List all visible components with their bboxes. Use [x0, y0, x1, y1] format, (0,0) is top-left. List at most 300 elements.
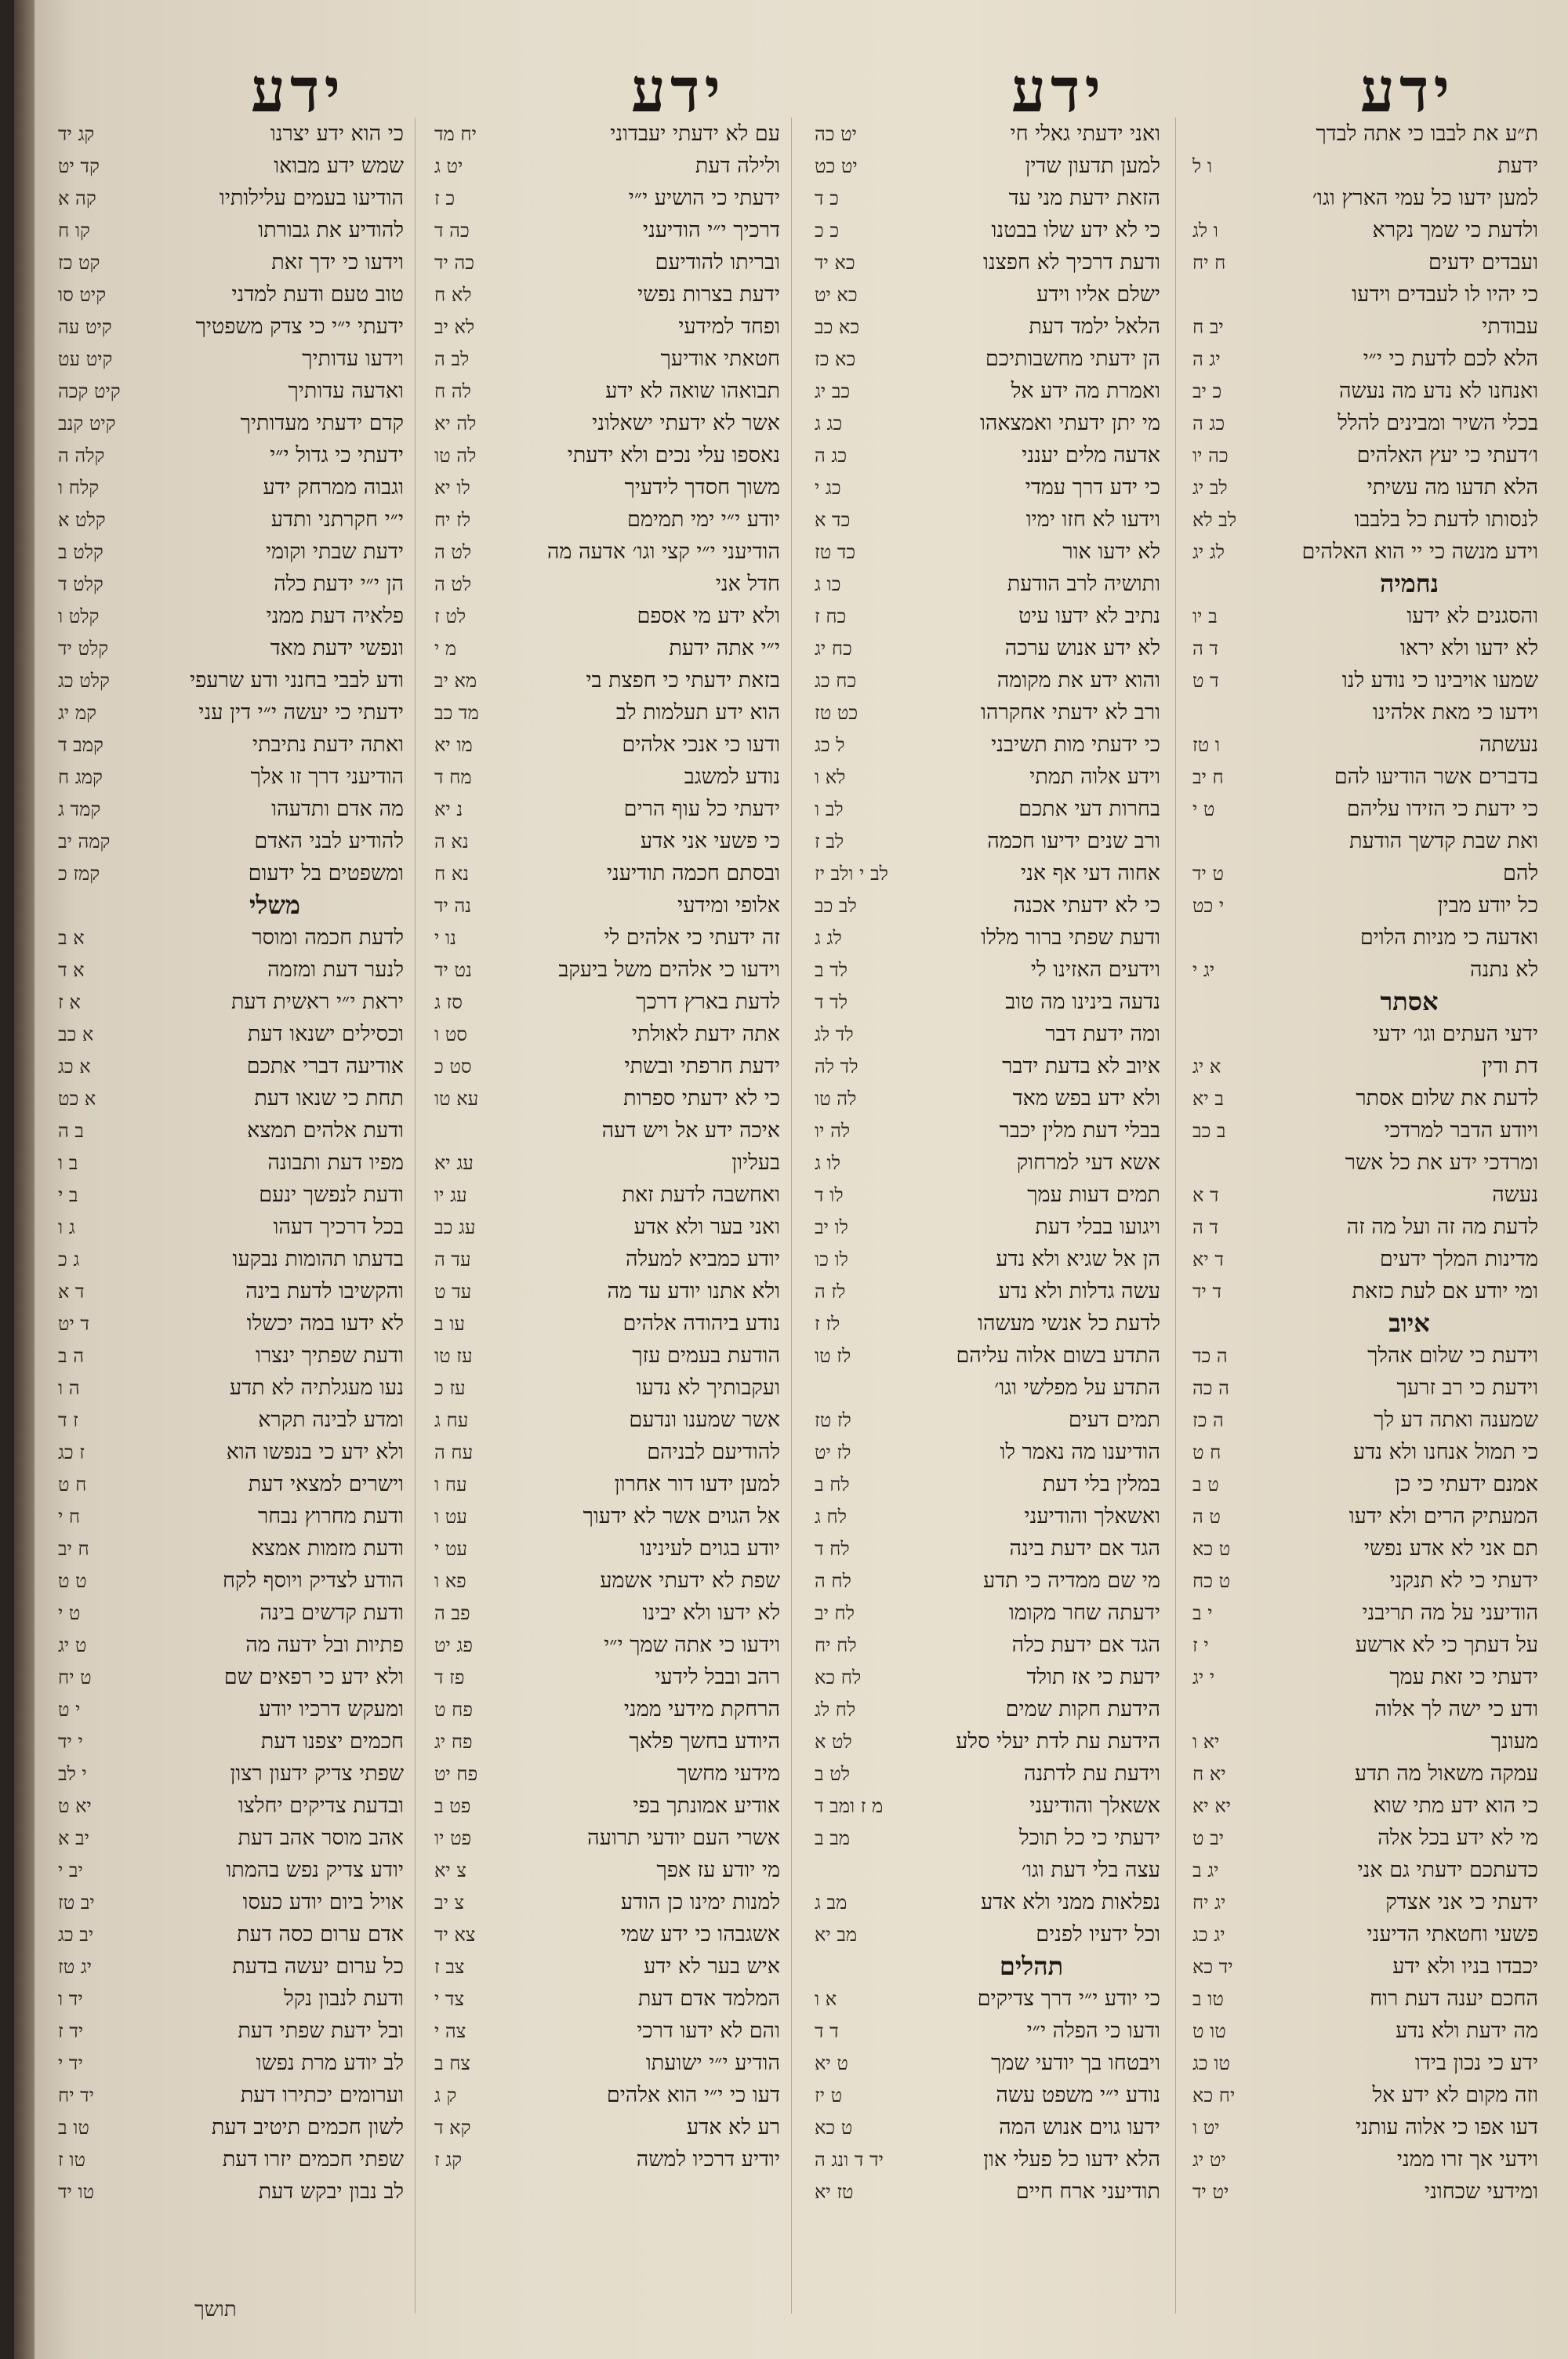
verse-reference: ט י [58, 1602, 81, 1624]
verse-reference: יט כה [815, 123, 857, 145]
concordance-entry [55, 214, 404, 246]
verse-reference: לט ב [815, 1763, 850, 1785]
concordance-entry [811, 825, 1160, 857]
concordance-entry [431, 954, 780, 986]
entry-text: הן ידעתי מחשבותיכם [985, 347, 1160, 371]
book-heading [1189, 568, 1538, 600]
concordance-entry [1189, 632, 1538, 664]
concordance-entry [431, 793, 780, 825]
concordance-entry [811, 1532, 1160, 1565]
verse-reference: קמז כ [58, 863, 100, 885]
concordance-entry [811, 118, 1160, 150]
concordance-entry [55, 150, 404, 182]
entry-text: ואדעה כי מניות הלוים [1359, 925, 1538, 950]
verse-reference: קמב ד [58, 734, 103, 756]
entry-text: הודיעני י״י קצי וגו׳ אדעה מה [546, 540, 780, 564]
concordance-entry [811, 1339, 1160, 1372]
entry-text: הלא לכם לדעת כי י״י [1363, 347, 1538, 371]
entry-text: פלאיה דעת ממני [266, 604, 404, 628]
entry-text: ישלם אליו וידע [1036, 282, 1160, 307]
verse-reference: נט יד [434, 959, 472, 981]
verse-reference: צא יד [434, 1924, 476, 1946]
verse-reference: לה יו [815, 1120, 851, 1142]
entry-text: ומה ידעת דבר [1045, 1022, 1160, 1046]
entry-text: ומרדכי ידע את כל אשר [1345, 1150, 1538, 1175]
concordance-entry [1189, 1629, 1538, 1661]
verse-reference: כג ה [1192, 413, 1225, 434]
book-heading [55, 889, 404, 921]
verse-reference: לב ז [815, 831, 844, 852]
verse-reference: ט יח [58, 1667, 92, 1688]
verse-reference: יג יח [1192, 1892, 1226, 1914]
entry-text: להודיעם לבניהם [647, 1440, 780, 1464]
concordance-entry [811, 664, 1160, 696]
verse-reference: נה יד [434, 895, 472, 917]
verse-reference: עט י [434, 1538, 467, 1560]
entry-text: הגד אם ידעת בינה [1009, 1536, 1160, 1561]
concordance-entry [431, 696, 780, 729]
entry-text: ידעת בצרות נפשי [637, 282, 780, 307]
verse-reference: קג יד [58, 123, 95, 145]
verse-reference: לח ה [815, 1570, 851, 1592]
verse-reference: לד לג [815, 1023, 854, 1045]
entry-text: וידע מנשה כי יי הוא האלהים [1301, 540, 1538, 564]
entry-text: אויל ביום יודע כעסו [242, 1890, 404, 1914]
concordance-entry [431, 1629, 780, 1661]
verse-reference: כו ג [815, 573, 841, 595]
verse-reference: ט ט [58, 1570, 87, 1592]
entry-text: הן י״י ידעת כלה [274, 572, 404, 596]
verse-reference: א ו [815, 1988, 837, 2010]
entry-text: ולדעת כי שמך נקרא [1372, 218, 1538, 242]
concordance-entry [1189, 1082, 1538, 1114]
concordance-entry [811, 2175, 1160, 2208]
concordance-entry [1189, 343, 1538, 375]
entry-text: והוא ידע את מקומה [996, 668, 1160, 692]
entry-text: וישרים למצאי דעת [248, 1472, 404, 1496]
verse-reference: צה י [434, 2020, 466, 2042]
entry-text: תמים דעים [1068, 1408, 1160, 1432]
verse-reference: נא ח [434, 863, 470, 885]
concordance-entry [1189, 1725, 1538, 1757]
verse-reference: לח ד [815, 1538, 850, 1560]
entry-text: ואדעה עדותיך [288, 379, 404, 403]
verse-reference: י יג [1192, 1667, 1215, 1688]
verse-reference: ד ה [1192, 1216, 1218, 1238]
concordance-entry [55, 1983, 404, 2015]
verse-reference: יב א [58, 1827, 89, 1849]
verse-reference: לא יב [434, 316, 475, 338]
verse-reference: לו ג [815, 1152, 840, 1174]
concordance-column [55, 118, 404, 2208]
verse-reference: לה יא [434, 413, 477, 434]
entry-text: כי תמול אנחנו ולא נדע [1352, 1440, 1538, 1464]
verse-reference: קלט ד [58, 573, 103, 595]
verse-reference: ו לג [1192, 220, 1218, 242]
entry-text: ידעת כי אז תולד [1026, 1665, 1160, 1689]
verse-reference: כא יד [815, 252, 855, 274]
concordance-entry [55, 2111, 404, 2143]
entry-text: לנער דעת ומזמה [267, 958, 404, 982]
verse-reference: צ יא [434, 1859, 466, 1881]
verse-reference: כב יג [815, 380, 851, 402]
entry-text: לדעת את שלום אסתר [1356, 1086, 1538, 1110]
concordance-entry [55, 1179, 404, 1211]
entry-text: אהב מוסר אהב דעת [238, 1826, 404, 1850]
concordance-entry [1189, 1790, 1538, 1822]
concordance-entry [55, 857, 404, 889]
concordance-entry [55, 2047, 404, 2079]
verse-reference: יג ב [1192, 1859, 1219, 1881]
concordance-entry [55, 343, 404, 375]
concordance-entry [1189, 761, 1538, 793]
concordance-entry [431, 1179, 780, 1211]
concordance-entry [431, 664, 780, 696]
concordance-entry [811, 600, 1160, 632]
entry-text: הגד אם ידעת כלה [1011, 1633, 1160, 1657]
entry-text: שפת לא ידעתי אשמע [600, 1568, 780, 1593]
concordance-entry [1189, 246, 1538, 278]
entry-text: כל ערום יעשה בדעת [232, 1954, 404, 1979]
entry-text: אודיע אמונתך בפי [633, 1794, 780, 1818]
entry-text: ומדע לבינה תקרא [258, 1408, 404, 1432]
entry-text: ומי יודע אם לעת כזאת [1352, 1279, 1538, 1303]
entry-text: הודיענו מה נאמר לו [1000, 1440, 1160, 1464]
entry-text: וזה מקום לא ידע אל [1372, 2083, 1538, 2107]
entry-text: ורב לא ידעתי אחקרהו [981, 700, 1160, 725]
concordance-entry [55, 1339, 404, 1372]
concordance-entry [811, 954, 1160, 986]
verse-reference: ח י [58, 1506, 81, 1528]
entry-text: ולא אתנו יודע עד מה [607, 1279, 780, 1303]
verse-reference: צח ב [434, 2052, 470, 2074]
concordance-entry [55, 536, 404, 568]
entry-text: לא ידעו ולא יראו [1399, 636, 1538, 660]
concordance-entry [431, 1950, 780, 1983]
entry-text: אשר לא ידעתי ישאלוני [592, 411, 780, 435]
concordance-entry [55, 1886, 404, 1918]
verse-reference: יט יג [1192, 2149, 1226, 2171]
entry-text: הידעת חקות שמים [1005, 1697, 1160, 1721]
concordance-entry [811, 439, 1160, 471]
concordance-entry [811, 1307, 1160, 1339]
verse-reference: יח כא [1192, 2085, 1236, 2106]
concordance-entry [55, 568, 404, 600]
entry-text: וידעו כי אתה שמך י״י [604, 1633, 780, 1657]
verse-reference: יב ח [1192, 316, 1224, 338]
concordance-entry [431, 729, 780, 761]
concordance-entry [431, 2111, 780, 2143]
concordance-entry [431, 1082, 780, 1114]
entry-text: עצה בלי דעת וגו׳ [1021, 1858, 1160, 1882]
entry-text: חדל אני [715, 572, 780, 596]
verse-reference: יט ו [1192, 2117, 1220, 2139]
entry-text: תחת כי שנאו דעת [254, 1086, 404, 1110]
entry-text: מדינות המלך ידעים [1379, 1247, 1538, 1271]
entry-text: הלאל ילמד דעת [1029, 314, 1160, 339]
concordance-entry [811, 1082, 1160, 1114]
concordance-entry [55, 311, 404, 343]
verse-reference: לו ד [815, 1184, 844, 1206]
verse-reference: כא יט [815, 284, 858, 306]
verse-reference: כה ד [434, 220, 470, 242]
entry-text: דעו אפו כי אלוה עותני [1356, 2115, 1538, 2139]
concordance-entry [431, 2143, 780, 2175]
concordance-entry [431, 246, 780, 278]
concordance-entry [811, 1114, 1160, 1147]
entry-text: יראת י״י ראשית דעת [230, 990, 404, 1014]
entry-text: עם לא ידעתי יעבדוני [610, 122, 780, 146]
concordance-entry [811, 1243, 1160, 1275]
concordance-column [1189, 118, 1538, 2208]
verse-reference: י ט [58, 1699, 81, 1721]
concordance-entry [1189, 857, 1538, 889]
entry-text: ידעתה שחר מקומו [1008, 1601, 1160, 1625]
entry-text: מי יתן ידעתי ואמצאהו [979, 411, 1160, 435]
entry-text: ואני בער ולא אדע [633, 1215, 780, 1239]
concordance-entry [811, 2079, 1160, 2111]
entry-text: לא ידעו אור [1062, 540, 1160, 564]
verse-reference: כט טז [815, 702, 858, 724]
entry-text: איכה ידע אל ויש דעה [601, 1118, 780, 1143]
verse-reference: עח ה [434, 1441, 474, 1463]
verse-reference: לה טו [815, 1088, 857, 1110]
concordance-entry [431, 1147, 780, 1179]
entry-text: וידעים האזינו לי [1030, 958, 1160, 982]
concordance-entry [1189, 1372, 1538, 1404]
concordance-entry [55, 1211, 404, 1243]
verse-reference: א ד [58, 959, 85, 981]
verse-reference: ג ו [58, 1216, 75, 1238]
concordance-entry [811, 1211, 1160, 1243]
verse-reference: כה יו [1192, 445, 1229, 467]
concordance-entry [1189, 1597, 1538, 1629]
verse-reference: לב לא [1192, 509, 1237, 531]
concordance-entry [431, 921, 780, 954]
verse-reference: לב י ולב יז [815, 863, 888, 885]
verse-reference: ו ל [1192, 155, 1212, 177]
verse-reference: לד לה [815, 1056, 858, 1078]
entry-text: ואנחנו לא נדע מה נעשה [1338, 379, 1538, 403]
concordance-entry [1189, 375, 1538, 407]
entry-text: וידעי אך זרו ממני [1396, 2147, 1538, 2172]
concordance-entry [55, 1082, 404, 1114]
concordance-entry [55, 1307, 404, 1339]
column-divider [791, 118, 792, 2314]
entry-text: יכבדו בניו ולא ידע [1392, 1954, 1538, 1979]
entry-text: בדעתו תהומות נבקעו [232, 1247, 404, 1271]
verse-reference: ט י [1192, 798, 1215, 820]
verse-reference: קלט יד [58, 638, 109, 660]
concordance-entry [1189, 439, 1538, 471]
concordance-entry [431, 2047, 780, 2079]
entry-text: ודעו כי אנכי אלהים [622, 732, 780, 757]
concordance-entry [431, 1790, 780, 1822]
verse-reference: ד א [1192, 1184, 1219, 1206]
entry-text: למען ידעו כל עמי הארץ וגו׳ [1312, 186, 1538, 210]
entry-text: אחוה דעי אף אני [1021, 861, 1160, 885]
entry-text: וכסילים ישנאו דעת [247, 1022, 404, 1046]
entry-text: תודיעני ארח חיים [1015, 2179, 1160, 2204]
concordance-entry [811, 986, 1160, 1018]
concordance-entry [55, 118, 404, 150]
verse-reference: א יג [1192, 1056, 1221, 1078]
verse-reference: לא ו [815, 766, 846, 788]
verse-reference: א ב [58, 927, 85, 949]
entry-text: אודיעה דברי אתכם [246, 1054, 404, 1078]
verse-reference: עג יא [434, 1152, 474, 1174]
entry-text: בחרות דעי אתכם [1018, 797, 1160, 821]
concordance-entry [1189, 2111, 1538, 2143]
concordance-entry [431, 1307, 780, 1339]
verse-reference: כה יד [434, 252, 474, 274]
verse-reference: עח ו [434, 1474, 467, 1496]
verse-reference: יד י [58, 2052, 83, 2074]
verse-reference: ב יו [1192, 605, 1218, 627]
verse-reference: עד ט [434, 1281, 472, 1303]
entry-text: נאספו עלי נכים ולא ידעתי [567, 443, 780, 467]
verse-reference: כג ה [815, 445, 848, 467]
verse-reference: קיט קכה [58, 380, 121, 402]
concordance-entry [1189, 1886, 1538, 1918]
concordance-entry [55, 2143, 404, 2175]
verse-reference: ה ב [58, 1345, 84, 1367]
concordance-entry [811, 1790, 1160, 1822]
entry-text: בדברים אשר הודיעו להם [1334, 765, 1538, 789]
concordance-entry [55, 1372, 404, 1404]
concordance-entry [55, 1854, 404, 1886]
entry-text: המעתיק הרים ולא ידעו [1348, 1504, 1538, 1528]
concordance-entry [55, 1661, 404, 1693]
concordance-entry [1189, 1661, 1538, 1693]
concordance-entry [811, 1147, 1160, 1179]
verse-reference: לז טז [815, 1409, 851, 1431]
concordance-entry [431, 632, 780, 664]
concordance-entry [1189, 1339, 1538, 1372]
entry-text: ידעי העתים וגו׳ ידעי [1373, 1022, 1538, 1046]
verse-reference: סז ג [434, 991, 463, 1013]
entry-text: ובל ידעת שפתי דעת [238, 2019, 404, 2043]
entry-text: אמנם ידעתי כי כן [1395, 1472, 1538, 1496]
concordance-entry [1189, 1950, 1538, 1983]
entry-text: ודעו כי הפלה י״י [1026, 2019, 1160, 2043]
verse-reference: טו יד [58, 2181, 95, 2203]
verse-reference: יב ט [1192, 1827, 1224, 1849]
concordance-entry [1189, 600, 1538, 632]
concordance-entry [55, 182, 404, 214]
entry-text: שמענה ואתה דע לך [1374, 1408, 1538, 1432]
entry-text: למען ידעו דור אחרון [614, 1472, 780, 1496]
book-heading [1189, 986, 1538, 1018]
verse-reference: קג ז [434, 2149, 463, 2171]
entry-text: לא ידעו במה יכשלו [246, 1311, 404, 1336]
verse-reference: צב ז [434, 1956, 465, 1978]
verse-reference: לו יא [434, 477, 470, 499]
verse-reference: ז כג [58, 1441, 85, 1463]
entry-text: ונפשי ידעת מאד [270, 636, 404, 660]
verse-reference: ט יג [58, 1634, 87, 1656]
running-header: ידע [250, 55, 345, 126]
running-header: ידע [630, 55, 725, 126]
verse-reference: ג כ [58, 1249, 80, 1270]
verse-reference: קמה יב [58, 831, 111, 852]
concordance-entry [811, 278, 1160, 311]
verse-reference: קלח ו [58, 477, 100, 499]
verse-reference: לח ב [815, 1474, 850, 1496]
entry-text: והקשיבו לדעת בינה [245, 1279, 404, 1303]
entry-text: נעו מעגלתיה לא תדע [229, 1376, 404, 1400]
verse-reference: קלט ב [58, 541, 103, 563]
concordance-entry [811, 1565, 1160, 1597]
concordance-entry [1189, 2143, 1538, 2175]
entry-text: ידע כי נכון בידו [1414, 2051, 1538, 2075]
concordance-entry [1189, 1050, 1538, 1082]
verse-reference: לח לג [815, 1699, 856, 1721]
verse-reference: קט כז [58, 252, 100, 274]
entry-text: כי יודע י״י דרך צדיקים [977, 1986, 1160, 2011]
concordance-entry [811, 921, 1160, 954]
entry-text: ידעו גוים אנוש המה [999, 2115, 1160, 2139]
entry-text: איוב לא בדעת ידבר [1002, 1054, 1160, 1078]
concordance-entry [55, 1918, 404, 1950]
entry-text: ופחד למידעי [678, 314, 780, 339]
verse-reference: מד כב [434, 702, 479, 724]
concordance-entry [811, 2143, 1160, 2175]
verse-reference: ט יז [815, 2085, 843, 2106]
concordance-entry [55, 1693, 404, 1725]
verse-reference: לב ו [815, 798, 844, 820]
entry-text: בזאת ידעתי כי חפצת בי [586, 668, 780, 692]
verse-reference: פח יג [434, 1731, 473, 1753]
concordance-entry [55, 503, 404, 536]
verse-reference: מב ג [815, 1892, 848, 1914]
entry-text: ודעת מזמות אמצא [251, 1536, 404, 1561]
concordance-entry [1189, 1404, 1538, 1436]
concordance-entry [55, 696, 404, 729]
book-heading [1189, 1307, 1538, 1339]
entry-text: הן אל שגיא ולא נדע [996, 1247, 1160, 1271]
concordance-entry [55, 1243, 404, 1275]
concordance-entry [55, 761, 404, 793]
concordance-entry [431, 503, 780, 536]
entry-text: הרחקת מידעי ממני [623, 1697, 780, 1721]
entry-text: למען תדעון שדין [1025, 154, 1160, 178]
verse-reference: א כג [58, 1056, 91, 1078]
verse-reference: ד ד [815, 2020, 839, 2042]
entry-text: היודע בחשך פלאך [629, 1729, 780, 1754]
entry-text: ידעתי י״י כי צדק משפטיך [195, 314, 404, 339]
verse-reference: יד ז [58, 2020, 84, 2042]
concordance-entry [431, 1854, 780, 1886]
verse-reference: פב ה [434, 1602, 470, 1624]
concordance-entry [431, 1500, 780, 1532]
concordance-entry [1189, 214, 1538, 246]
concordance-entry [811, 246, 1160, 278]
concordance-entry [1189, 2047, 1538, 2079]
entry-text: אדם ערום כסה דעת [237, 1922, 404, 1946]
concordance-entry [811, 761, 1160, 793]
entry-text: דת ודין [1482, 1054, 1538, 1078]
concordance-entry [55, 246, 404, 278]
concordance-entry [431, 1372, 780, 1404]
concordance-entry [55, 1018, 404, 1050]
concordance-entry [55, 632, 404, 664]
verse-reference: עו ב [434, 1313, 465, 1335]
verse-reference: פח יט [434, 1763, 478, 1785]
verse-reference: י כט [1192, 895, 1225, 917]
verse-reference: נא ה [434, 831, 469, 852]
entry-text: ודעת מחרוץ נבחר [257, 1504, 404, 1528]
